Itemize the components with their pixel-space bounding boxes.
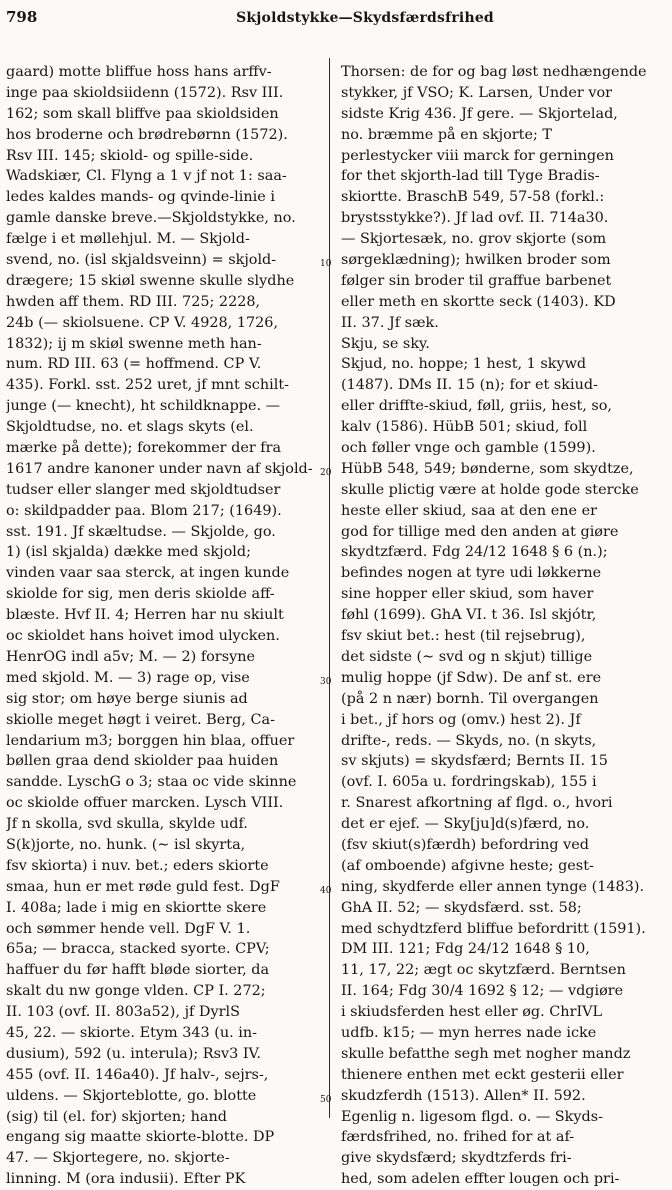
line-number: 40 (320, 886, 332, 897)
text-line: dusium), 592 (u. interula); Rsv3 IV. (6, 1045, 261, 1062)
text-line: det sidste (∼ svd og n skjut) tillige (341, 648, 593, 665)
text-line: smaa, hun er met røde guld fest. DgF (6, 878, 280, 895)
text-line: skalt du nw gonge vlden. CP I. 272; (6, 983, 266, 1000)
text-line: hwden aff them. RD III. 725; 2228, (6, 293, 261, 310)
text-line: no. bræmme på en skjorte; T (341, 126, 552, 143)
text-line: heste eller skiud, saa at den ene er (341, 502, 597, 519)
text-line: med skjold. M. — 3) rage op, vise (6, 669, 250, 686)
text-line: give skydsfærd; skydtzferds fri- (341, 1150, 572, 1167)
text-line: inge paa skioldsiidenn (1572). Rsv III. (6, 84, 284, 101)
text-line: HenrOG indl a5v; M. — 2) forsyne (6, 648, 255, 665)
text-line: sst. 191. Jf skæltudse. — Skjolde, go. (6, 523, 276, 540)
text-line: I. 408a; lade i mig en skiortte skere (6, 899, 267, 916)
text-line: Thorsen: de for og bag løst nedhængende (341, 64, 647, 80)
text-line: II. 164; Fdg 30/4 1692 § 12; — vdgiøre (341, 983, 624, 1000)
text-line: eller driffte-skiud, føll, griis, hest, so, (341, 398, 613, 415)
text-line: II. 37. Jf sæk. (341, 314, 439, 331)
text-line: (af omboende) afgivne heste; gest- (341, 857, 594, 874)
text-line: (fsv skiut(s)færdh) befordring ved (341, 836, 590, 853)
text-line: stykker, jf VSO; K. Larsen, Under vor (341, 84, 613, 101)
text-line: skulle befatthe segh met nogher mandz (341, 1045, 631, 1062)
text-line: kalv (1586). HübB 501; skiud, foll (341, 419, 588, 436)
text-line: udfb. k15; — myn herres nade icke (341, 1024, 597, 1041)
line-number: 30 (320, 677, 332, 688)
text-line: DM III. 121; Fdg 24/12 1648 § 10, (341, 941, 590, 958)
text-line: sandde. LyschG o 3; staa oc vide skinne (6, 774, 297, 791)
text-line: færdsfrihed, no. frihed for at af- (341, 1129, 575, 1146)
column-divider (329, 58, 330, 1118)
text-line: med schydtzferd bliffue befordritt (1591). (341, 920, 646, 937)
text-line: for thet skjorth-lad till Tyge Bradis- (341, 168, 600, 185)
text-line: 162; som skall bliffve paa skioldsiden (6, 105, 279, 122)
text-line: mærke på dette); forekommer der fra (6, 440, 282, 457)
text-line: blæste. Hvf II. 4; Herren har nu skiult (6, 607, 284, 624)
text-line: num. RD III. 63 (= hoffmend. CP V. (6, 356, 262, 373)
text-line: skudzferdh (1513). Allen* II. 592. (341, 1087, 586, 1104)
text-line: fsv skiut bet.: hest (til rejsebrug), (341, 628, 586, 645)
text-line: følger sin broder til graffue barbenet (341, 272, 612, 289)
text-line: uldens. — Skjorteblotte, go. blotte (6, 1087, 257, 1104)
text-line: det er ejef. — Sky[ju]d(s)færd, no. (341, 816, 590, 833)
text-line: føhl (1699). GhA VI. t 36. Isl skjótr, (341, 607, 597, 624)
text-line: perlestycker viii marck for gerningen (341, 147, 614, 164)
text-line: Rsv III. 145; skiold- og spille-side. (6, 147, 254, 164)
text-line: skiortte. BraschB 549, 57-58 (forkl.: (341, 189, 605, 206)
text-line: (på 2 n nær) bornh. Til overgangen (341, 690, 599, 707)
text-line: sig stor; om høye berge siunis ad (6, 690, 248, 707)
text-line: 65a; — bracca, stacked syorte. CPV; (6, 941, 270, 958)
text-line: ning, skydferde eller annen tynge (1483). (341, 878, 645, 895)
text-line: Wadskiær, Cl. Flyng a 1 v jf not 1: saa- (6, 168, 287, 185)
text-line: och sømmer hende vell. DgF V. 1. (6, 920, 251, 937)
text-line: Skjud, no. hoppe; 1 hest, 1 skywd (341, 356, 587, 373)
text-line: 1617 andre kanoner under navn af skjold- (6, 460, 313, 477)
text-line: sv skjuts) = skydsfærd; Bernts II. 15 (341, 753, 608, 770)
text-line: skiolle meget høgt i veiret. Berg, Ca- (6, 711, 275, 728)
text-line: sidste Krig 436. Jf gere. — Skjortelad, (341, 105, 618, 122)
text-line: eller meth en skortte seck (1403). KD (341, 293, 616, 310)
text-line: o: skildpadder paa. Blom 217; (1649). (6, 502, 282, 519)
text-line: vinden vaar saa sterck, at ingen kunde (6, 565, 290, 582)
text-line: oc skioldet hans hoivet imod ulycken. (6, 628, 280, 645)
text-line: 435). Forkl. sst. 252 uret, jf mnt schilt- (6, 377, 289, 394)
text-line: 47. — Skjortegere, no. skjorte- (6, 1150, 230, 1167)
text-line: mulig hoppe (jf Sdw). De anf st. ere (341, 669, 602, 686)
text-line: 1832); ij m skiøl swenne meth han- (6, 335, 262, 352)
text-line: Egenlig n. ligesom flgd. o. — Skyds- (341, 1108, 603, 1125)
text-line: fælge i et møllehjul. M. — Skjold- (6, 231, 250, 248)
line-number: 20 (320, 468, 332, 479)
text-line: oc skiolde offuer marcken. Lysch VIII. (6, 795, 284, 812)
text-line: 24b (— skiolsuene. CP V. 4928, 1726, (6, 314, 279, 331)
text-line: Skju, se sky. (341, 335, 430, 352)
text-line: 1) (isl skjalda) dække med skjold; (6, 544, 251, 561)
text-line: skulle plictig være at holde gode stercke (341, 481, 639, 498)
text-line: lendarium m3; borggen hin blaa, offuer (6, 732, 295, 749)
text-line: r. Snarest afkortning af flgd. o., hvori (341, 795, 613, 812)
text-line: 45, 22. — skiorte. Etym 343 (u. in- (6, 1024, 258, 1041)
line-number: 50 (320, 1095, 332, 1106)
text-line: thienere enthen met eckt gesterii eller (341, 1066, 624, 1083)
text-line: (sig) til (el. for) skjorten; hand (6, 1108, 227, 1125)
left-column (6, 62, 322, 1190)
text-line: engang sig maatte skiorte-blotte. DP (6, 1129, 275, 1146)
text-line: ledes kaldes mands- og qvinde-linie i (6, 189, 275, 206)
text-line: och føller vnge och gamble (1599). (341, 440, 596, 457)
text-line: drifte-, reds. — Skyds, no. (n skyts, (341, 732, 597, 749)
text-line: junge (— knecht), ht schildknappe. — (6, 398, 281, 415)
text-line: sine hopper eller skiud, som haver (341, 586, 594, 603)
text-line: skydtzfærd. Fdg 24/12 1648 § 6 (n.); (341, 544, 608, 561)
text-line: haffuer du før hafft bløde siorter, da (6, 962, 270, 979)
line-number: 10 (320, 259, 332, 270)
text-line: brystsstykke?). Jf lad ovf. II. 714a30. (341, 210, 609, 227)
text-line: tudser eller slanger med skjoldtudser (6, 481, 281, 498)
text-line: befindes nogen at tyre udi løkkerne (341, 565, 602, 582)
text-line: hed, som adelen effter lougen och pri- (341, 1171, 620, 1188)
text-line: sørgeklædning); hwilken broder som (341, 252, 611, 269)
text-line: fsv skiorta) i nuv. bet.; eders skiorte (6, 857, 269, 874)
running-title: Skjoldstykke—Skydsfærdsfrihed (236, 10, 494, 26)
text-line: (1487). DMs II. 15 (n); for et skiud- (341, 377, 598, 394)
text-line: gaard) motte bliffue hoss hans arffv- (6, 64, 272, 80)
right-column (341, 62, 666, 1190)
text-line: svend, no. (isl skjaldsveinn) = skjold- (6, 252, 277, 269)
text-line: HübB 548, 549; bønderne, som skydtze, (341, 460, 634, 477)
text-line: linning. M (ora indusii). Efter PK (6, 1171, 246, 1188)
text-line: Jf n skolla, svd skulla, skylde udf. (6, 816, 248, 833)
text-line: — Skjortesæk, no. grov skjorte (som (341, 231, 607, 248)
text-line: drægere; 15 skiøl swenne skulle slydhe (6, 272, 295, 289)
text-line: II. 103 (ovf. II. 803a52), jf DyrlS (6, 1004, 240, 1021)
text-line: GhA II. 52; — skydsfærd. sst. 58; (341, 899, 582, 916)
text-line: (ovf. I. 605a u. fordringskab), 155 i (341, 774, 597, 791)
text-line: i bet., jf hors og (omv.) hest 2). Jf (341, 711, 581, 728)
text-line: Skjoldtudse, no. et slags skyts (el. (6, 419, 254, 436)
page-number: 798 (6, 8, 38, 26)
text-line: S(k)jorte, no. hunk. (∼ isl skyrta, (6, 836, 246, 853)
text-line: i skiudsferden hest eller øg. ChrIVL (341, 1004, 603, 1021)
text-line: god for tillige med den anden at giøre (341, 523, 619, 540)
text-line: skiolde for sig, men deris skiolde aff- (6, 586, 275, 603)
text-line: hos broderne och brødrebørnn (1572). (6, 126, 288, 143)
text-line: 11, 17, 22; ægt oc skytzfærd. Berntsen (341, 962, 626, 979)
text-line: bøllen graa dend skiolder paa huiden (6, 753, 279, 770)
page-header (6, 8, 664, 34)
text-line: 455 (ovf. II. 146a40). Jf halv-, sejrs-, (6, 1066, 269, 1083)
text-line: gamle danske breve.—Skjoldstykke, no. (6, 210, 296, 227)
